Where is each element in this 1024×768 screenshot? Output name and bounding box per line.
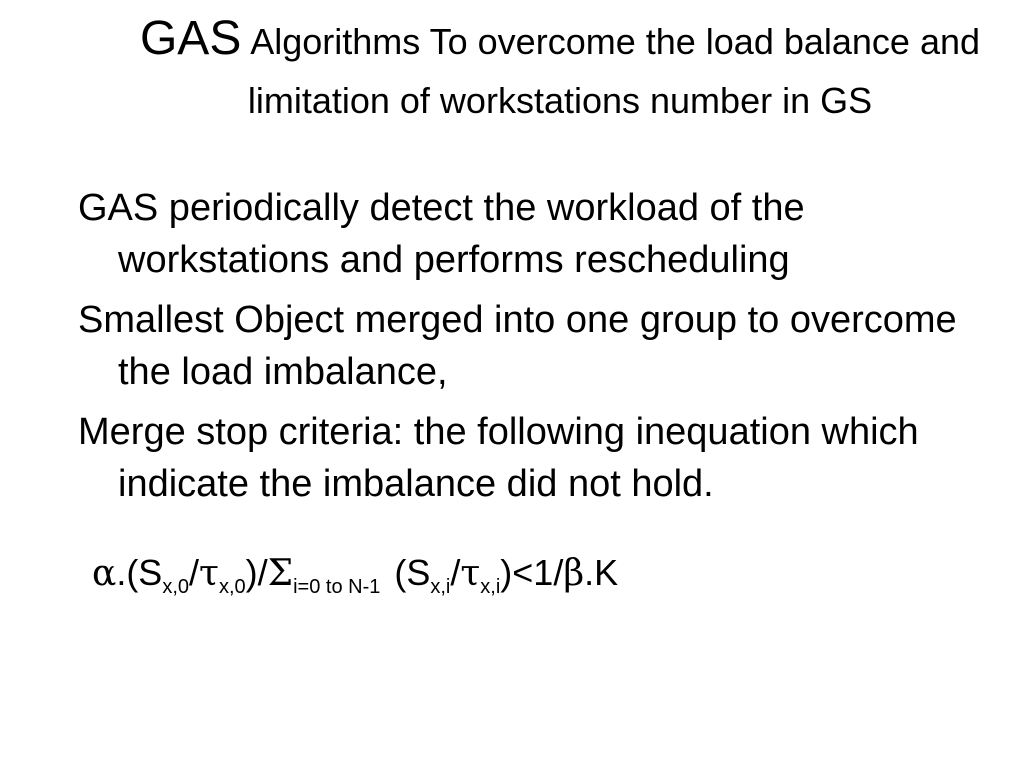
tau-symbol-2: τ [460, 553, 481, 594]
title-lead: GAS [139, 12, 242, 65]
formula-sub-x0-b: x,0 [218, 576, 246, 598]
formula-slash-1: / [189, 552, 200, 593]
beta-symbol: β [563, 553, 585, 594]
formula-sub-xi-b: x,i [480, 576, 501, 598]
bullet-list [78, 182, 978, 518]
bullet-item-1: GAS periodically detect the workload of the workstations and performs rescheduling [78, 187, 805, 281]
slide-title [120, 10, 1000, 131]
tau-symbol-1: τ [199, 553, 219, 594]
alpha-symbol: α [92, 553, 117, 594]
sigma-symbol: Σ [267, 553, 294, 594]
formula-sub-x0-a: x,0 [162, 576, 190, 598]
formula-open: .(S [116, 552, 163, 593]
formula-tail: .K [584, 552, 619, 593]
formula-sub-xi-a: x,i [430, 576, 451, 598]
formula-close-slash: )/ [245, 552, 268, 593]
bullet-item-2: Smallest Object merged into one group to overcome the load imbalance, [78, 299, 957, 393]
bullet-item-3: Merge stop criteria: the following inequation which indicate the imbalance did not hold. [78, 411, 919, 505]
merge-criteria-formula [92, 545, 618, 602]
formula-open-2: (S [394, 552, 431, 593]
formula-sub-range: i=0 to N-1 [293, 576, 381, 598]
title-rest: Algorithms To overcome the load balance and limitation of workstations number in GS [247, 21, 981, 121]
formula-slash-2: / [450, 552, 461, 593]
formula-less-than: )<1/ [500, 552, 564, 593]
